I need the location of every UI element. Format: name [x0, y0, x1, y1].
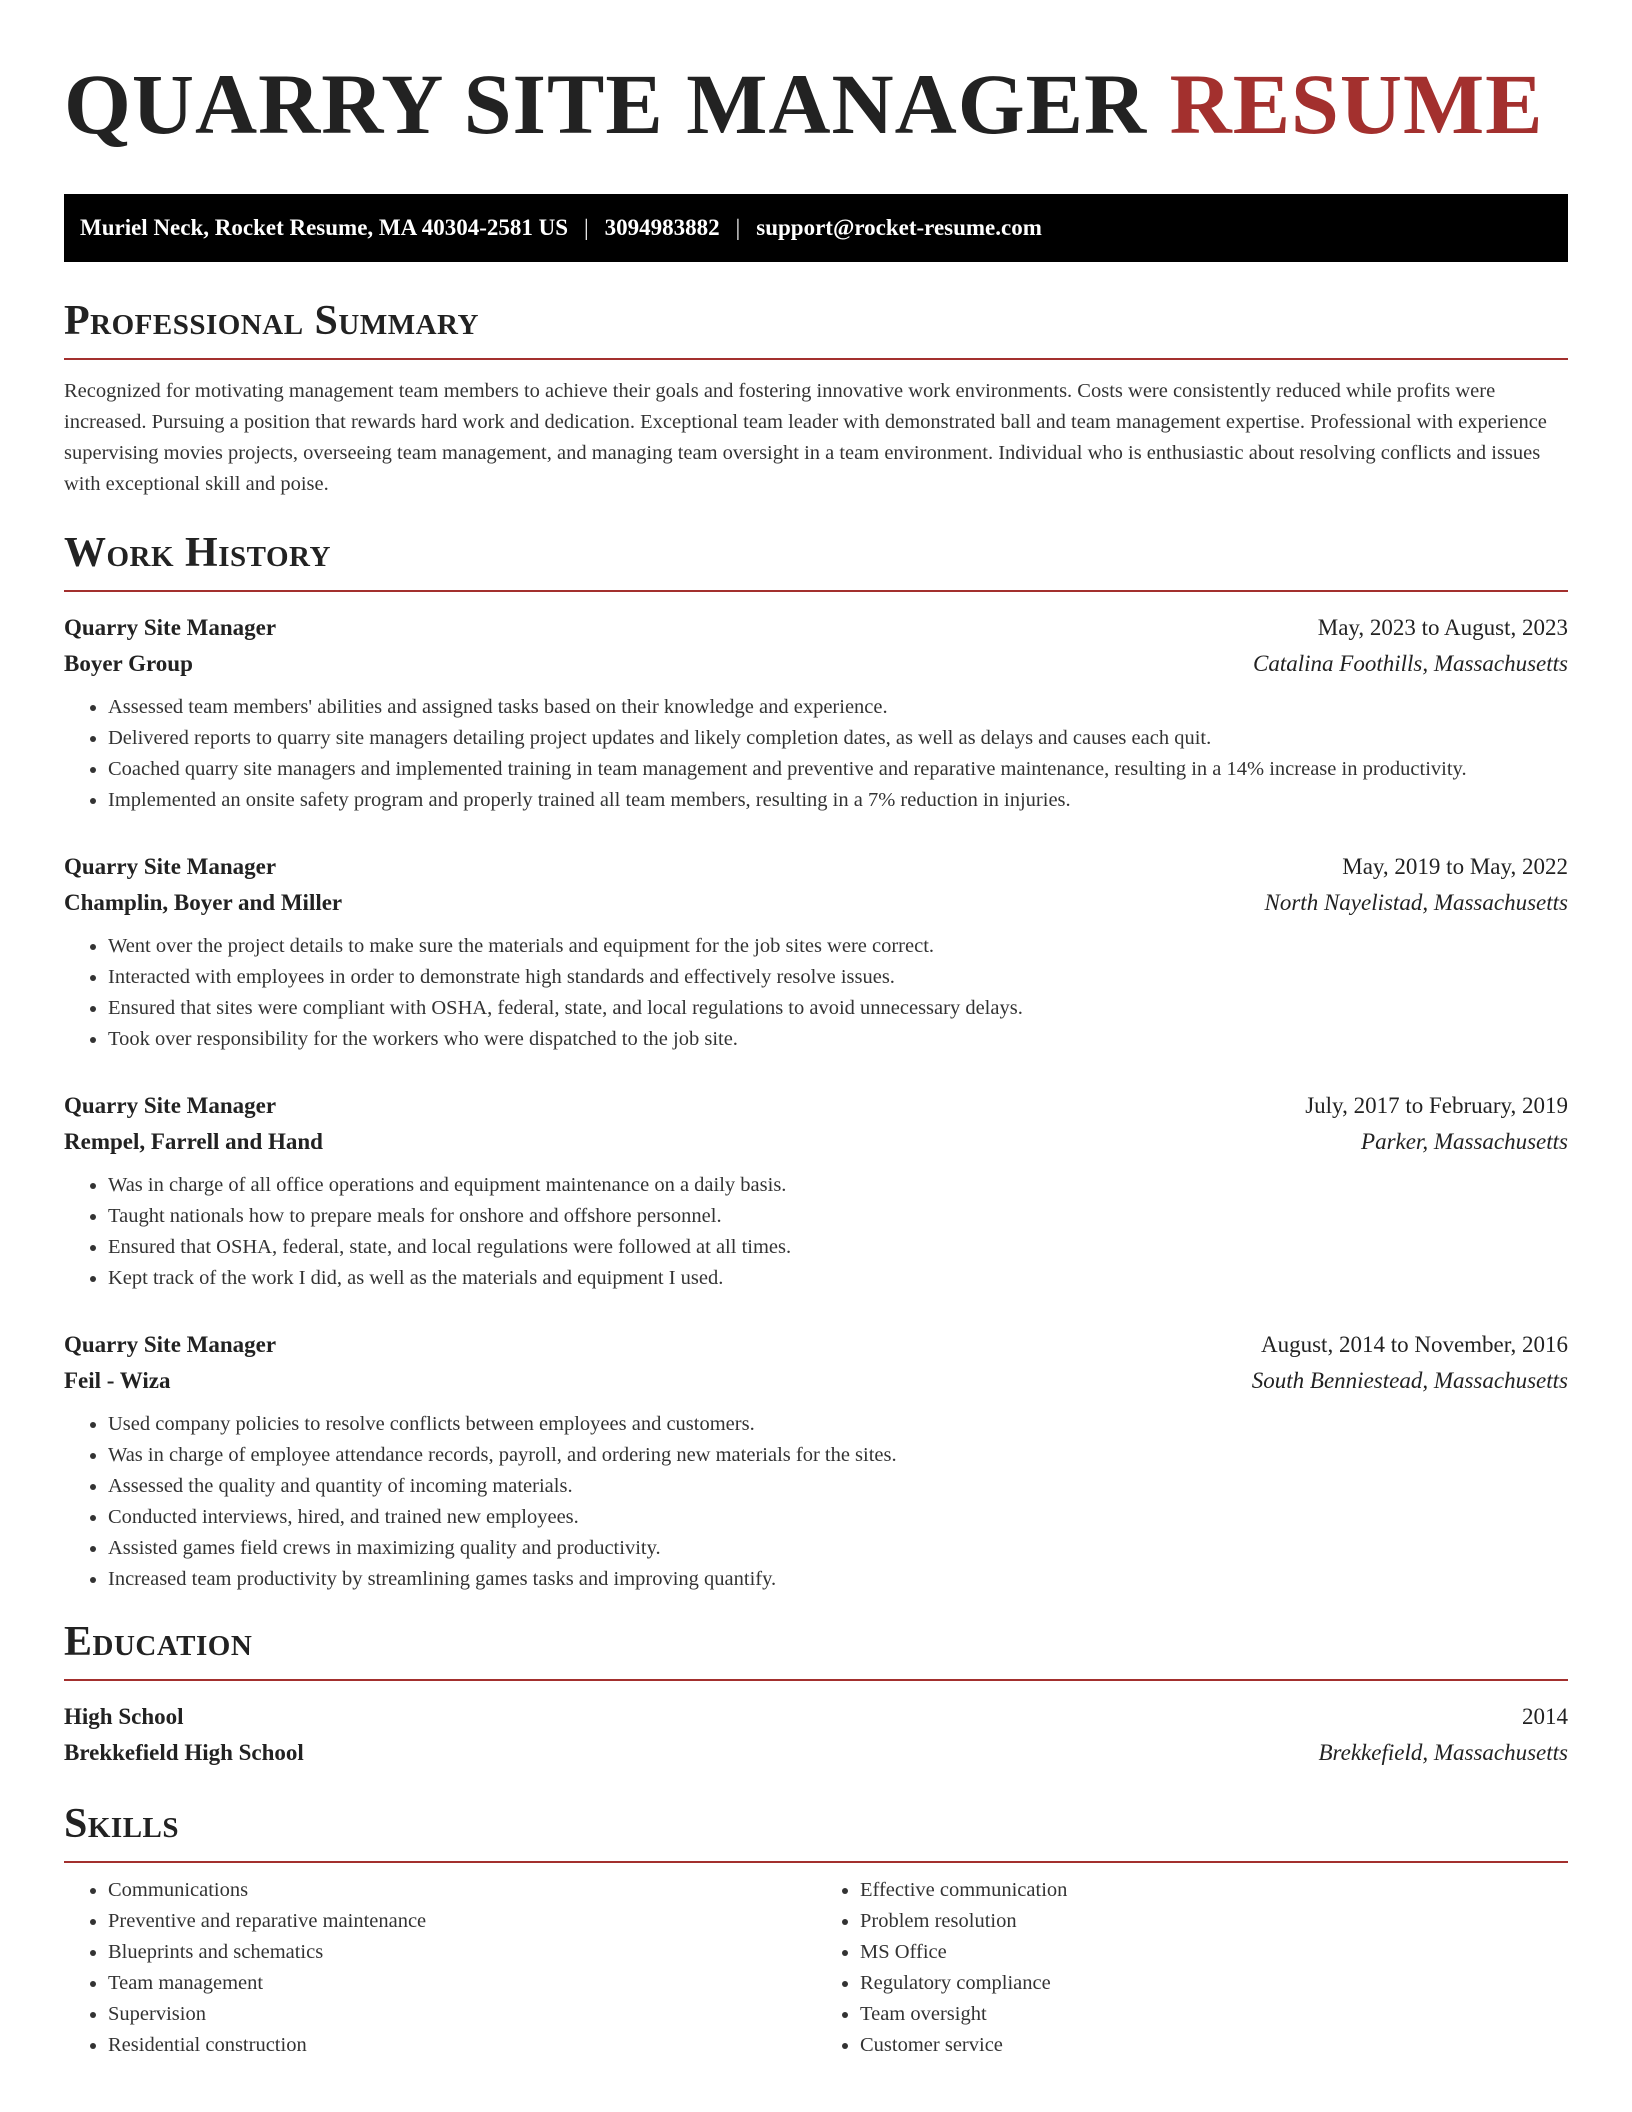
contact-email: support@rocket-resume.com [756, 215, 1042, 240]
education-year: 2014 [1522, 1704, 1568, 1729]
contact-separator: | [584, 215, 589, 240]
education-school: Brekkefield High School [64, 1740, 304, 1765]
job-location: South Benniestead, Massachusetts [1251, 1368, 1568, 1393]
skill-item: • Communications [108, 1875, 816, 1906]
job-bullet: • Assisted games field crews in maximizing quality and productivity. [108, 1533, 1568, 1564]
job-bullet: • Interacted with employees in order to demonstrate high standards and effectively resolve issues. [108, 962, 1568, 993]
skill-item: • Residential construction [108, 2030, 816, 2061]
job-bullet: • Ensured that OSHA, federal, state, and local regulations were followed at all times. [108, 1232, 1568, 1263]
skill-item: • Regulatory compliance [860, 1968, 1568, 1999]
section-divider [64, 590, 1568, 592]
job-bullets [64, 692, 1568, 816]
job-entry [64, 610, 1568, 816]
job-company: Feil - Wiza [64, 1368, 171, 1393]
work-history-heading: Work History [64, 530, 331, 576]
job-bullets [64, 1170, 1568, 1294]
skill-item: • Blueprints and schematics [108, 1937, 816, 1968]
job-title-row [64, 610, 1568, 646]
education-school-row [64, 1735, 1568, 1771]
section-divider [64, 1861, 1568, 1863]
contact-address: Muriel Neck, Rocket Resume, MA 40304-2581 US [80, 215, 569, 240]
skills-column-left [64, 1875, 816, 2061]
job-bullet: • Delivered reports to quarry site managers detailing project updates and likely completion dates, as well as delays and causes each quit. [108, 723, 1568, 754]
education-degree: High School [64, 1704, 184, 1729]
summary-section [64, 296, 1568, 500]
job-bullet: • Increased team productivity by streamlining games tasks and improving quantify. [108, 1564, 1568, 1595]
skill-item: • Effective communication [860, 1875, 1568, 1906]
job-bullet: • Ensured that sites were compliant with OSHA, federal, state, and local regulations to avoid unnecessary delays. [108, 993, 1568, 1024]
job-entry [64, 1088, 1568, 1294]
job-dates: May, 2023 to August, 2023 [1317, 615, 1568, 640]
skill-item: • Team management [108, 1968, 816, 1999]
job-company-row [64, 1124, 1568, 1160]
job-bullets [64, 1409, 1568, 1595]
skill-item: • Team oversight [860, 1999, 1568, 2030]
skill-item: • MS Office [860, 1937, 1568, 1968]
skills-section [64, 1799, 1568, 2061]
skill-item: • Supervision [108, 1999, 816, 2030]
title-accent: RESUME [1169, 56, 1544, 152]
job-bullet: • Assessed team members' abilities and assigned tasks based on their knowledge and experience. [108, 692, 1568, 723]
contact-phone: 3094983882 [604, 215, 720, 240]
education-heading: Education [64, 1619, 253, 1665]
education-entry [64, 1699, 1568, 1771]
contact-bar [64, 194, 1568, 262]
skills-column-right [816, 1875, 1568, 2061]
job-bullet: • Used company policies to resolve conflicts between employees and customers. [108, 1409, 1568, 1440]
job-bullet: • Kept track of the work I did, as well as the materials and equipment I used. [108, 1263, 1568, 1294]
job-title: Quarry Site Manager [64, 1332, 277, 1357]
skill-item: • Problem resolution [860, 1906, 1568, 1937]
job-company-row [64, 885, 1568, 921]
title-main: QUARRY SITE MANAGER [64, 56, 1148, 152]
work-history-section [64, 528, 1568, 1595]
job-dates: August, 2014 to November, 2016 [1261, 1332, 1568, 1357]
job-company: Champlin, Boyer and Miller [64, 890, 343, 915]
job-dates: July, 2017 to February, 2019 [1305, 1093, 1568, 1118]
job-bullet: • Assessed the quality and quantity of incoming materials. [108, 1471, 1568, 1502]
job-title-row [64, 1088, 1568, 1124]
job-bullet: • Took over responsibility for the workers who were dispatched to the job site. [108, 1024, 1568, 1055]
resume-title [64, 56, 1568, 152]
section-divider [64, 1679, 1568, 1681]
job-title: Quarry Site Manager [64, 854, 277, 879]
job-company: Rempel, Farrell and Hand [64, 1129, 323, 1154]
skill-item: • Customer service [860, 2030, 1568, 2061]
education-section [64, 1617, 1568, 1771]
job-bullet: • Conducted interviews, hired, and trained new employees. [108, 1502, 1568, 1533]
job-title-row [64, 849, 1568, 885]
education-degree-row [64, 1699, 1568, 1735]
job-bullet: • Taught nationals how to prepare meals for onshore and offshore personnel. [108, 1201, 1568, 1232]
job-entry [64, 849, 1568, 1055]
job-bullet: • Implemented an onsite safety program and properly trained all team members, resulting in a 7% reduction in injuries. [108, 785, 1568, 816]
contact-separator: | [735, 215, 741, 240]
job-title-row [64, 1327, 1568, 1363]
job-location: Catalina Foothills, Massachusetts [1253, 651, 1568, 676]
job-bullet: • Went over the project details to make sure the materials and equipment for the job sites were correct. [108, 931, 1568, 962]
job-title: Quarry Site Manager [64, 1093, 277, 1118]
job-bullet: • Was in charge of all office operations and equipment maintenance on a daily basis. [108, 1170, 1568, 1201]
job-bullet: • Was in charge of employee attendance records, payroll, and ordering new materials for the sites. [108, 1440, 1568, 1471]
job-company: Boyer Group [64, 651, 193, 676]
job-bullet: • Coached quarry site managers and implemented training in team management and preventive and reparative maintenance, resulting in a 14% increase in productivity. [108, 754, 1568, 785]
education-location: Brekkefield, Massachusetts [1318, 1740, 1568, 1765]
skill-item: • Preventive and reparative maintenance [108, 1906, 816, 1937]
section-divider [64, 358, 1568, 360]
job-company-row [64, 1363, 1568, 1399]
job-company-row [64, 646, 1568, 682]
skills-list [64, 1875, 1568, 2061]
job-title: Quarry Site Manager [64, 615, 277, 640]
job-location: North Nayelistad, Massachusetts [1264, 890, 1568, 915]
summary-heading: Professional Summary [64, 298, 479, 344]
job-bullets [64, 931, 1568, 1055]
summary-text: Recognized for motivating management team members to achieve their goals and fostering innovative work environments. Costs were consistently reduced while profits were increased. Pursuing a position that rewards hard work and dedication. Exceptional team leader with demonstrated ball and team management expertise. Professional with experience supervising movies projects, overseeing team management, and managing team oversight in a team environment. Individual who is enthusiastic about resolving conflicts and issues with exceptional skill and poise. [64, 380, 1547, 495]
job-entry [64, 1327, 1568, 1595]
skills-heading: Skills [64, 1801, 180, 1847]
job-location: Parker, Massachusetts [1361, 1129, 1568, 1154]
job-dates: May, 2019 to May, 2022 [1342, 854, 1568, 879]
